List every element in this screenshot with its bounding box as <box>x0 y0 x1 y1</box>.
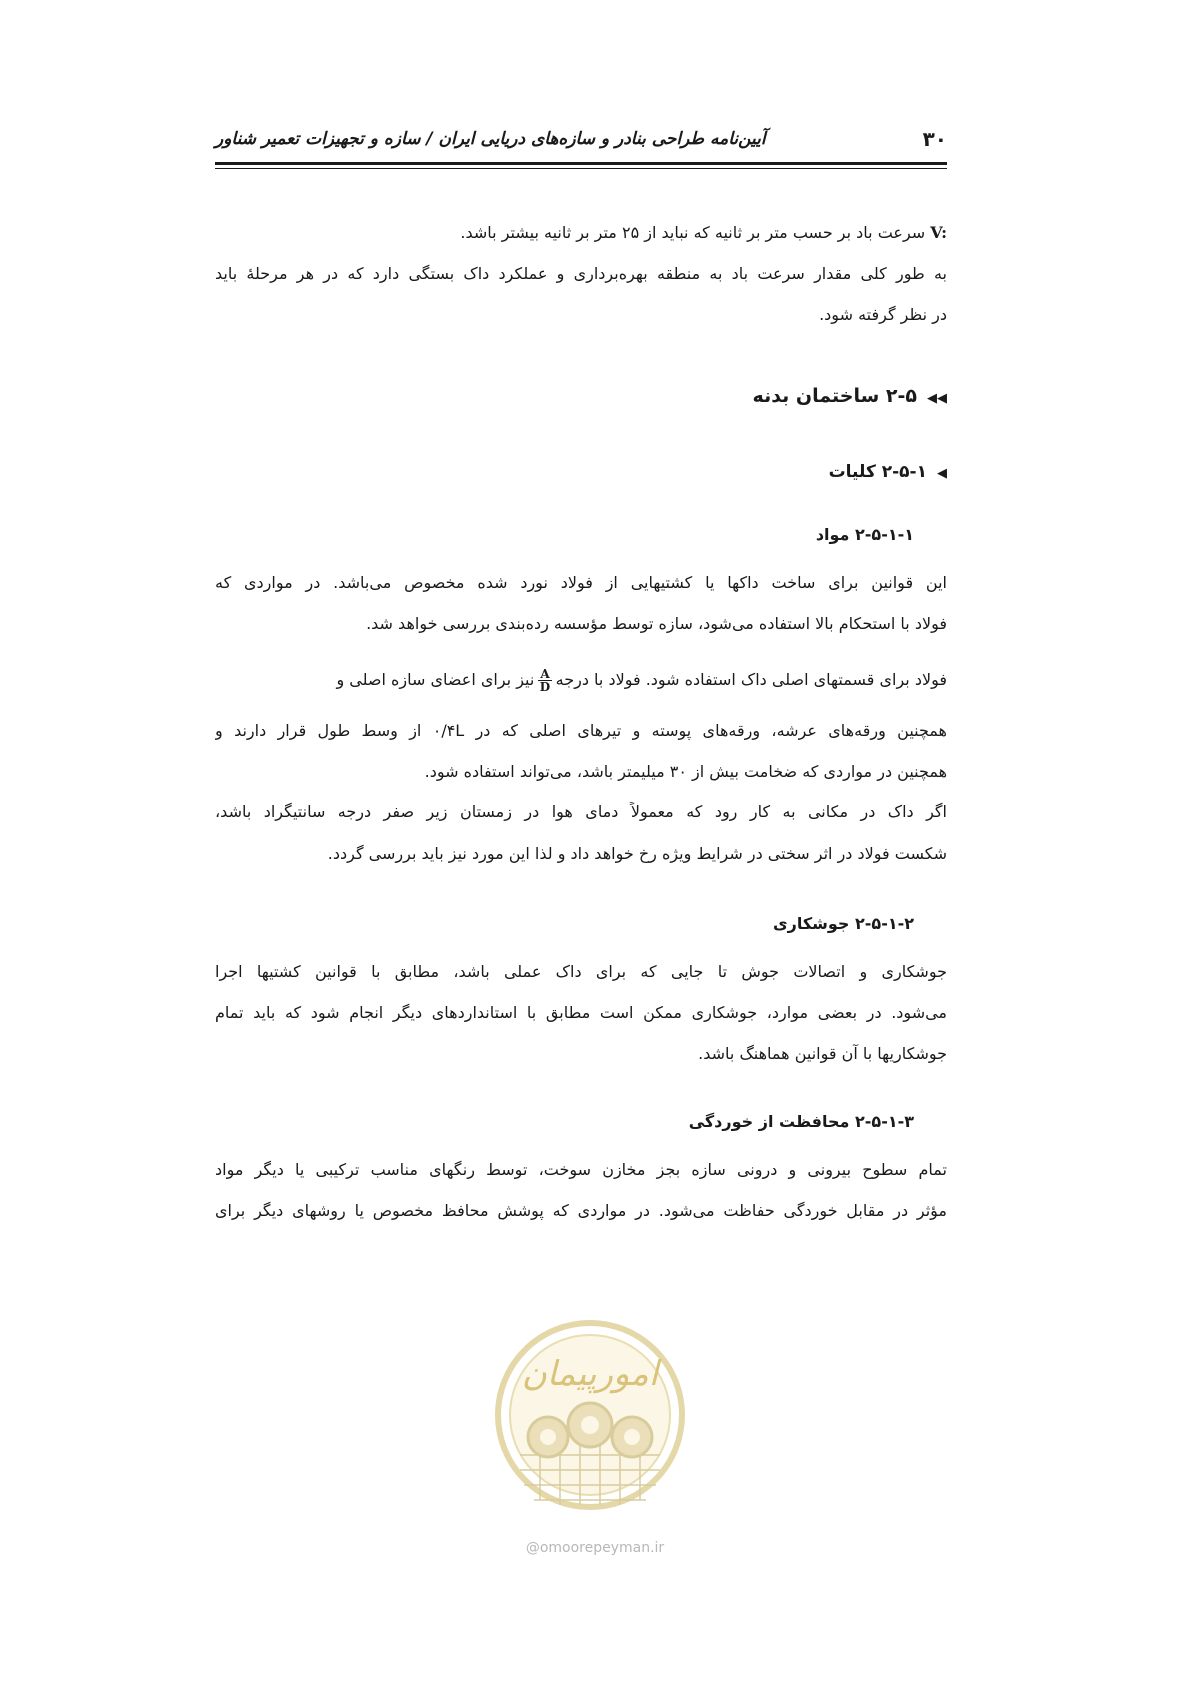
variable-definition <box>215 223 947 243</box>
page-number: ۳۰ <box>922 127 947 151</box>
welding-heading: ۲-۵-۱-۲ جوشکاری <box>772 914 914 933</box>
header-rule-thin <box>215 168 947 169</box>
paragraph-line: جوشکاری و اتصالات جوش تا جایی که برای داک عملی باشد، مطابق با قوانین کشتیها اجرا <box>215 962 947 981</box>
fraction-denominator: D <box>539 680 551 693</box>
variable-symbol: V: <box>930 223 947 242</box>
text-fragment: نیز برای اعضای سازه اصلی و <box>336 670 535 689</box>
header-rule-thick <box>215 162 947 165</box>
watermark-logo <box>490 1305 690 1535</box>
paragraph-line: شکست فولاد در اثر سختی در شرایط ویژه رخ خواهد داد و لذا این مورد نیز باید بررسی گردد. <box>327 844 947 863</box>
paragraph-line: تمام سطوح بیرونی و درونی سازه بجز مخازن سوخت، توسط رنگهای مناسب ترکیبی یا دیگر مواد <box>215 1160 947 1179</box>
fraction-numerator: A <box>540 667 550 681</box>
paragraph-line-with-fraction <box>215 667 947 693</box>
header-title: آیین‌نامه طراحی بنادر و سازه‌های دریایی ایران / سازه و تجهیزات تعمیر شناور <box>215 129 766 149</box>
subsection-heading <box>829 462 947 482</box>
paragraph-line: این قوانین برای ساخت داکها یا کشتیهایی از فولاد نورد شده مخصوص می‌باشد. در مواردی که <box>215 573 947 592</box>
section-heading <box>753 385 947 407</box>
paragraph-line: فولاد با استحکام بالا استفاده می‌شود، سازه توسط مؤسسه رده‌بندی بررسی خواهد شد. <box>366 614 947 633</box>
grade-fraction <box>538 668 551 693</box>
corrosion-heading: ۲-۵-۱-۳ محافظت از خوردگی <box>688 1112 914 1131</box>
logo-lettering: امورپیمان <box>521 1354 659 1394</box>
arrow-icon: ◀ <box>937 466 947 481</box>
materials-heading: ۲-۵-۱-۱ مواد <box>815 525 914 544</box>
paragraph-line: همچنین در مواردی که ضخامت بیش از ۳۰ میلیمتر باشد، می‌تواند استفاده شود. <box>424 762 947 781</box>
variable-definition-text: سرعت باد بر حسب متر بر ثانیه که نباید از ۲۵ متر بر ثانیه بیشتر باشد. <box>460 223 926 242</box>
paragraph-line: اگر داک در مکانی به کار رود که معمولاً دمای هوا در زمستان زیر صفر درجه سانتیگراد باشد، <box>215 802 947 821</box>
double-arrow-icon: ◀◀ <box>927 391 947 406</box>
paragraph-line: جوشکاریها با آن قوانین هماهنگ باشد. <box>698 1044 947 1063</box>
section-title: ۲-۵ ساختمان بدنه <box>752 385 917 407</box>
watermark-caption: @omoorepeyman.ir <box>525 1540 665 1556</box>
paragraph-line: همچنین ورقه‌های عرشه، ورقه‌های پوسته و تیرهای اصلی که در ۰/۴L از وسط طول قرار دارند و <box>215 721 947 740</box>
text-fragment: فولاد برای قسمتهای اصلی داک استفاده شود. فولاد با درجه <box>555 670 947 689</box>
paragraph-line: به طور کلی مقدار سرعت باد به منطقه بهره‌برداری و عملکرد داک بستگی دارد که در هر مرحلهٔ باید <box>215 264 947 283</box>
paragraph-line: مؤثر در مقابل خوردگی حفاظت می‌شود. در مواردی که پوشش محافظ مخصوص یا روشهای دیگر برای <box>215 1201 947 1220</box>
subsection-title: ۲-۵-۱ کلیات <box>828 462 927 482</box>
running-header <box>215 126 947 152</box>
paragraph-line: در نظر گرفته شود. <box>819 305 947 324</box>
paragraph-line: می‌شود. در بعضی موارد، جوشکاری ممکن است مطابق با استانداردهای دیگر انجام شود که باید تمام <box>215 1003 947 1022</box>
